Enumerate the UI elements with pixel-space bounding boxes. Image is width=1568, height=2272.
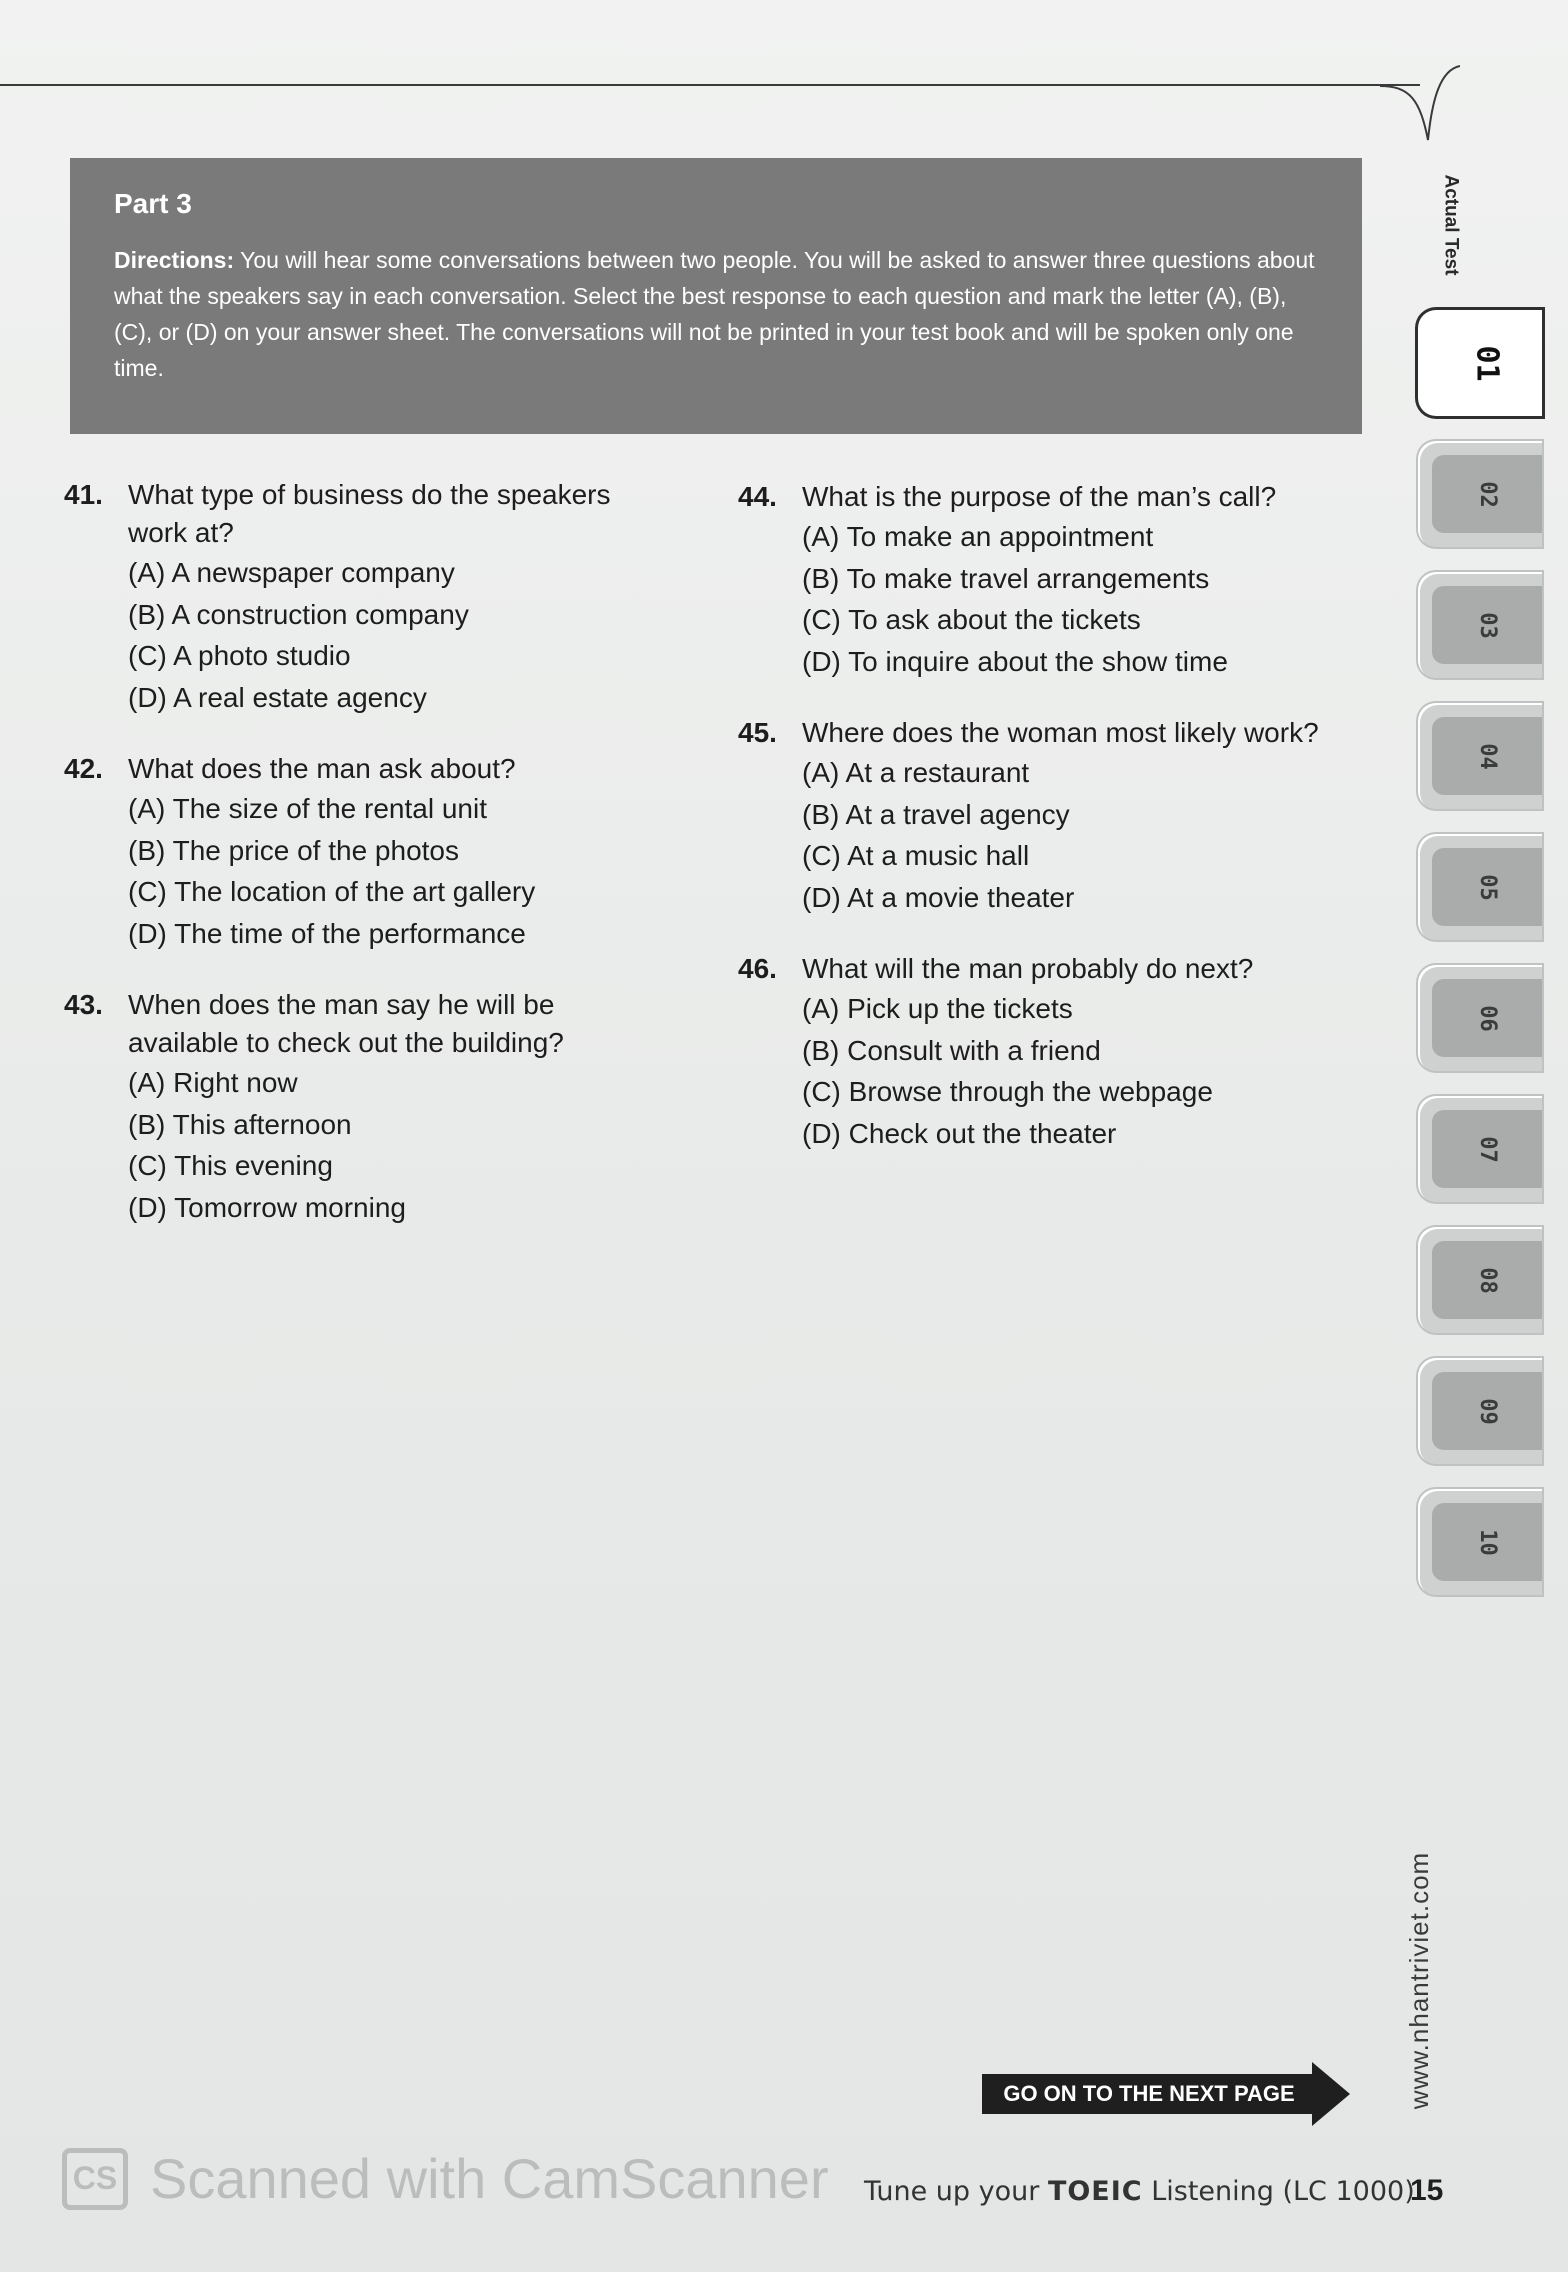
- answer-option: (B) Consult with a friend: [802, 1034, 1101, 1066]
- tab-label: 06: [1474, 1004, 1500, 1032]
- book-title-brand: TOEIC: [1047, 2176, 1143, 2207]
- answer-option: (D) To inquire about the show time: [802, 645, 1228, 677]
- answer-option: (A) A newspaper company: [128, 557, 455, 588]
- arrow-head-icon: [1312, 2062, 1350, 2126]
- answer-option: (C) Browse through the webpage: [802, 1076, 1213, 1107]
- question-number: 44.: [738, 481, 777, 512]
- question-header: [738, 714, 1338, 752]
- tab-inner: [1432, 1241, 1542, 1319]
- camscanner-watermark: [62, 2146, 829, 2211]
- section-label: [1410, 160, 1490, 290]
- answer-option: (B) A construction company: [128, 598, 469, 630]
- tab-test-01[interactable]: [1418, 310, 1542, 416]
- answer-option: (A) At a restaurant: [802, 757, 1030, 788]
- tab-inner: [1432, 455, 1542, 533]
- directions-box: [70, 158, 1362, 434]
- camscanner-logo: CS: [62, 2148, 128, 2210]
- question-number: 43.: [64, 989, 103, 1020]
- tab-label: 09: [1474, 1397, 1500, 1425]
- tab-test-02[interactable]: [1418, 441, 1542, 547]
- tab-inner: [1432, 1372, 1542, 1450]
- part-title: Part 3: [114, 188, 192, 219]
- question-number: 41.: [64, 479, 103, 510]
- question-text: What will the man probably do next?: [802, 953, 1254, 984]
- answer-option: (A) Pick up the tickets: [802, 993, 1073, 1024]
- tab-test-05[interactable]: [1418, 834, 1542, 940]
- tab-inner: [1432, 848, 1542, 926]
- directions-text: [114, 242, 1320, 386]
- tab-test-10[interactable]: [1418, 1489, 1542, 1595]
- question-header: [738, 478, 1338, 516]
- tab-inner: [1432, 979, 1542, 1057]
- tab-inner: [1432, 324, 1542, 402]
- question-number: 42.: [64, 753, 103, 784]
- question-number: 45.: [738, 717, 777, 748]
- tab-label: 02: [1474, 480, 1500, 508]
- answer-option: (B) To make travel arrangements: [802, 562, 1210, 594]
- tab-label: 05: [1474, 873, 1500, 901]
- section-label-text: Actual Test: [1440, 174, 1462, 276]
- tab-test-08[interactable]: [1418, 1227, 1542, 1333]
- answer-option: (A) To make an appointment: [802, 521, 1154, 552]
- question-header: [738, 950, 1338, 988]
- question-text: What does the man ask about?: [128, 753, 516, 784]
- question-item: [738, 950, 1338, 1154]
- question-text: What is the purpose of the man’s call?: [802, 481, 1277, 512]
- answer-option: (B) The price of the photos: [128, 834, 459, 866]
- tab-inner: [1432, 1503, 1542, 1581]
- tab-label: 08: [1474, 1266, 1500, 1294]
- book-title: [864, 2176, 1415, 2207]
- tab-label: 04: [1474, 742, 1500, 770]
- directions-body: You will hear some conversations between two people. You will be asked to answer three questions about what the speakers say in each conversation. Select the best response to each question and mark the letter (A), (B), (C), or (D) on your answer sheet. The conversations will not be printed in your test book and will be spoken only one time.: [114, 247, 1315, 381]
- tab-test-04[interactable]: [1418, 703, 1542, 809]
- header-rule: [0, 84, 1420, 86]
- answer-option: (C) A photo studio: [128, 640, 351, 671]
- question-item: [64, 986, 664, 1228]
- go-next-label: GO ON TO THE NEXT PAGE: [982, 2074, 1316, 2114]
- website-url: [1380, 1800, 1460, 2160]
- tab-label: 01: [1469, 344, 1505, 382]
- header-curve: [1380, 60, 1460, 160]
- tab-test-03[interactable]: [1418, 572, 1542, 678]
- website-url-text: www.nhantriviet.com: [1404, 1851, 1435, 2109]
- question-item: [64, 750, 664, 954]
- question-header: [64, 986, 664, 1062]
- directions-label: Directions:: [114, 247, 235, 273]
- answer-option: (B) This afternoon: [128, 1108, 352, 1140]
- tab-label: 07: [1474, 1135, 1500, 1163]
- answer-option: (B) At a travel agency: [802, 798, 1070, 830]
- tab-test-09[interactable]: [1418, 1358, 1542, 1464]
- question-number: 46.: [738, 953, 777, 984]
- tab-inner: [1432, 1110, 1542, 1188]
- question-header: [64, 750, 664, 788]
- questions-right-column: [738, 478, 1338, 1186]
- question-header: [64, 476, 664, 552]
- answer-option: (C) At a music hall: [802, 840, 1030, 871]
- go-next-page-arrow[interactable]: [982, 2062, 1370, 2126]
- question-item: [738, 714, 1338, 918]
- tab-label: 03: [1474, 611, 1500, 639]
- answer-option: (D) Check out the theater: [802, 1117, 1117, 1149]
- answer-option: (D) The time of the performance: [128, 917, 526, 949]
- tab-inner: [1432, 586, 1542, 664]
- answer-option: (A) The size of the rental unit: [128, 793, 487, 824]
- book-title-prefix: Tune up your: [864, 2176, 1048, 2207]
- answer-option: (D) At a movie theater: [802, 881, 1075, 913]
- answer-option: (A) Right now: [128, 1067, 298, 1098]
- answer-option: (D) A real estate agency: [128, 681, 427, 713]
- question-text: When does the man say he will be available to check out the building?: [128, 989, 564, 1058]
- page-number: 15: [1410, 2174, 1444, 2207]
- tab-test-06[interactable]: [1418, 965, 1542, 1071]
- book-title-suffix: Listening (LC 1000): [1142, 2176, 1415, 2207]
- answer-option: (D) Tomorrow morning: [128, 1191, 406, 1223]
- answer-option: (C) The location of the art gallery: [128, 876, 536, 907]
- camscanner-text: Scanned with CamScanner: [150, 2147, 829, 2210]
- tab-label: 10: [1474, 1528, 1500, 1556]
- question-text: What type of business do the speakers work at?: [128, 479, 611, 548]
- tab-inner: [1432, 717, 1542, 795]
- question-text: Where does the woman most likely work?: [802, 717, 1319, 748]
- question-item: [64, 476, 664, 718]
- answer-option: (C) This evening: [128, 1150, 333, 1181]
- question-item: [738, 478, 1338, 682]
- tab-test-07[interactable]: [1418, 1096, 1542, 1202]
- answer-option: (C) To ask about the tickets: [802, 604, 1141, 635]
- questions-left-column: [64, 476, 664, 1260]
